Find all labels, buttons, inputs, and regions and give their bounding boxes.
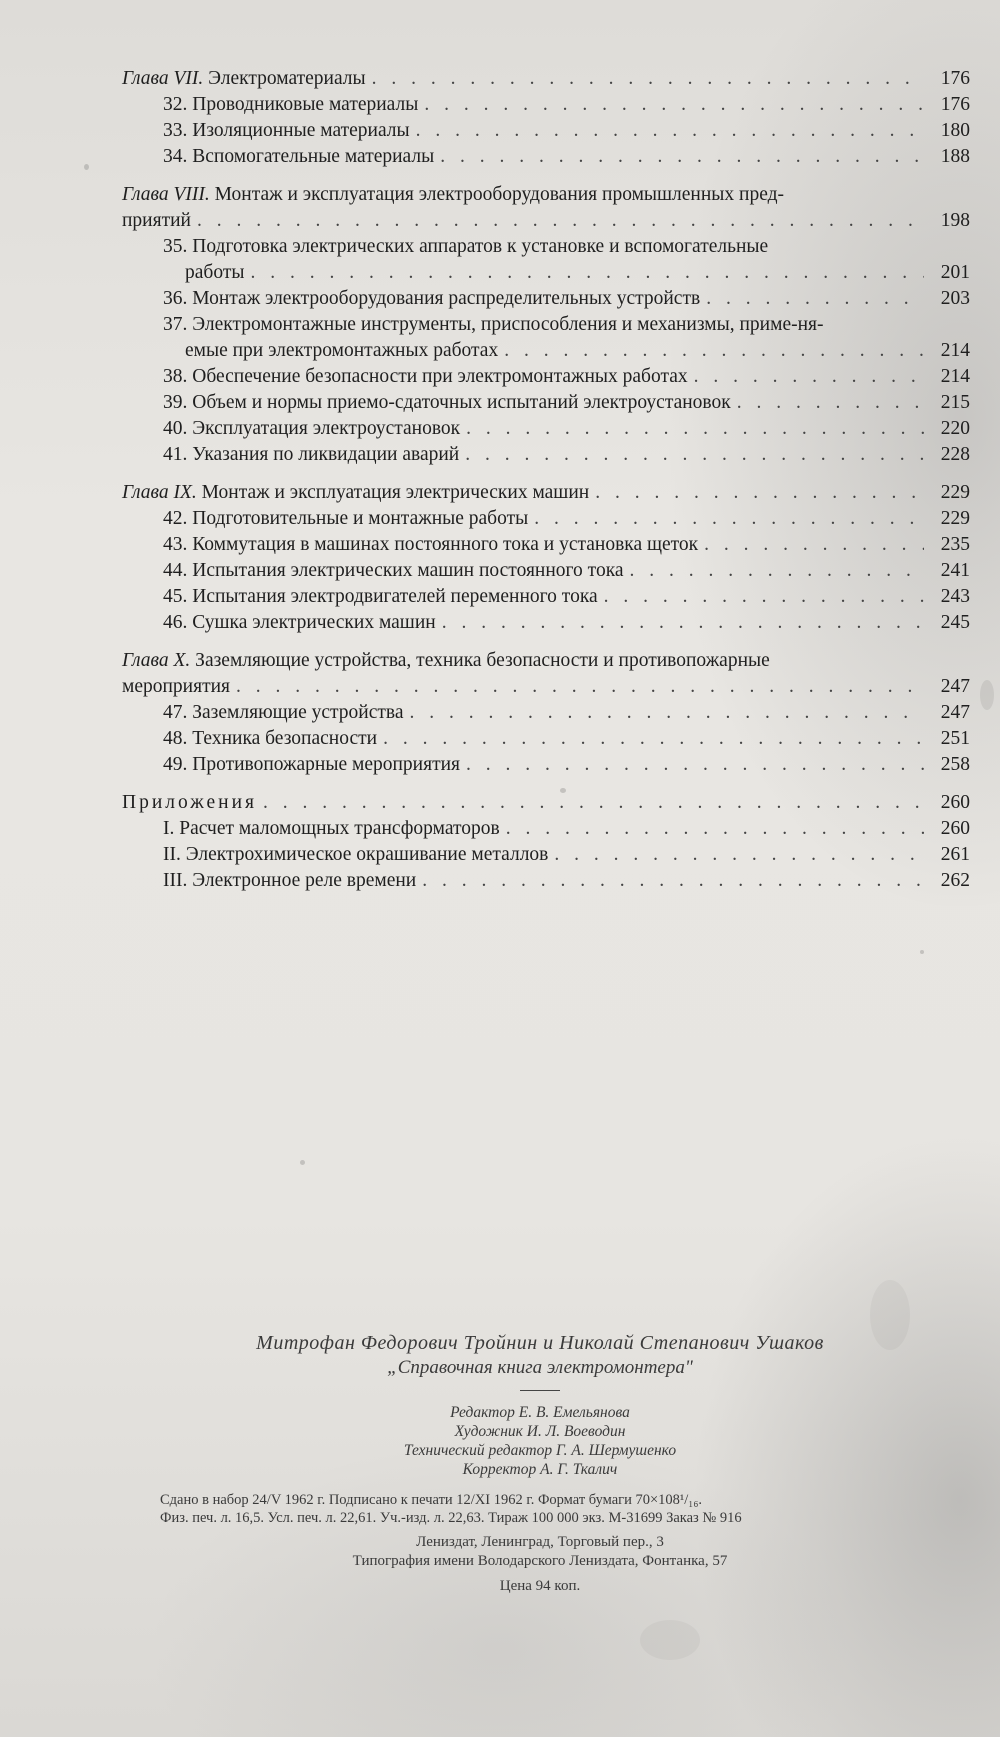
toc-title: 33. Изоляционные материалы <box>163 120 410 141</box>
toc-section[interactable] <box>118 584 970 610</box>
leader-dots <box>442 610 924 636</box>
toc-title: Электроматериалы <box>208 68 366 89</box>
colophon-authors: Митрофан Федорович Тройнин и Николай Степанович Ушаков <box>256 1332 824 1354</box>
toc-section[interactable] <box>118 144 970 170</box>
leader-dots <box>504 338 924 364</box>
toc-title: 37. Электромонтажные инструменты, приспособления и механизмы, приме-ня- <box>163 314 824 335</box>
toc-page-number: 245 <box>940 612 970 633</box>
leader-dots <box>630 558 924 584</box>
toc-page-number: 229 <box>940 508 970 529</box>
toc-title: 32. Проводниковые материалы <box>163 94 419 115</box>
toc-section[interactable] <box>118 558 970 584</box>
colophon-price: Цена 94 коп. <box>499 1578 581 1594</box>
colophon-proofreader: Корректор А. Г. Ткалич <box>462 1461 618 1478</box>
toc-title: Монтаж и эксплуатация электрооборудования промышленных пред- <box>214 184 785 205</box>
leader-dots <box>595 480 924 506</box>
toc-section[interactable] <box>118 700 970 726</box>
toc-page-number: 180 <box>940 120 970 141</box>
leader-dots <box>737 390 924 416</box>
stain-spot <box>920 950 924 954</box>
toc-title: 34. Вспомогательные материалы <box>163 146 435 167</box>
toc-title: Приложения <box>122 792 257 813</box>
toc-section[interactable] <box>118 816 970 842</box>
toc-title: III. Электронное реле времени <box>163 870 417 891</box>
print-line-1: Сдано в набор 24/V 1962 г. Подписано к печати 12/XI 1962 г. Формат бумаги 70×108¹/₁₆. <box>160 1492 703 1508</box>
toc-chapter[interactable]: Глава X. Заземляющие устройства, техника безопасности и противопожарные мероприятия . . . 247 <box>118 648 970 700</box>
toc-section[interactable] <box>118 416 970 442</box>
stain-spot <box>84 164 89 170</box>
toc-section[interactable] <box>118 726 970 752</box>
toc-title: 39. Объем и нормы приемо-сдаточных испытаний электроустановок <box>163 392 731 413</box>
toc-title-continued: приятий <box>122 210 191 231</box>
toc-title: 44. Испытания электрических машин постоянного тока <box>163 560 624 581</box>
toc-section[interactable] <box>118 506 970 532</box>
leader-dots <box>422 868 924 894</box>
toc-section[interactable] <box>118 390 970 416</box>
toc-title: 38. Обеспечение безопасности при электромонтажных работах <box>163 366 688 387</box>
toc-title: 49. Противопожарные мероприятия <box>163 754 461 775</box>
toc-title: 46. Сушка электрических машин <box>163 612 436 633</box>
leader-dots <box>372 66 924 92</box>
toc-section[interactable] <box>118 752 970 778</box>
toc-page-number: 243 <box>940 586 970 607</box>
leader-dots <box>197 208 924 234</box>
print-line-2: Физ. печ. л. 16,5. Усл. печ. л. 22,61. Уч.-изд. л. 22,63. Тираж 100 000 экз. М-31699 Заказ № 916 <box>160 1510 742 1526</box>
toc-section[interactable] <box>118 442 970 468</box>
stain-spot <box>300 1160 305 1165</box>
colophon <box>160 1330 920 1596</box>
toc-title: 47. Заземляющие устройства <box>163 702 404 723</box>
stain-spot <box>640 1620 700 1660</box>
toc-title: I. Расчет маломощных трансформаторов <box>163 818 500 839</box>
toc-section[interactable] <box>118 92 970 118</box>
toc-page-number: 198 <box>940 210 970 231</box>
divider <box>520 1390 560 1391</box>
leader-dots <box>465 442 924 468</box>
leader-dots <box>506 816 924 842</box>
toc-page-number: 235 <box>940 534 970 555</box>
toc-title: 48. Техника безопасности <box>163 728 378 749</box>
toc-section[interactable] <box>118 868 970 894</box>
toc-page-number: 260 <box>940 792 970 813</box>
toc-title-continued: мероприятия <box>122 676 231 697</box>
leader-dots <box>534 506 924 532</box>
colophon-printer: Типография имени Володарского Лениздата, Фонтанка, 57 <box>352 1553 728 1569</box>
toc-page-number: 215 <box>940 392 970 413</box>
stain-spot <box>980 680 994 710</box>
leader-dots <box>383 726 924 752</box>
toc-section[interactable] <box>118 842 970 868</box>
toc-title: Монтаж и эксплуатация электрических машин <box>201 482 590 503</box>
table-of-contents <box>118 66 970 894</box>
toc-page-number: 260 <box>940 818 970 839</box>
toc-section[interactable] <box>118 118 970 144</box>
toc-title: II. Электрохимическое окрашивание металлов <box>163 844 549 865</box>
toc-page-number: 176 <box>940 94 970 115</box>
leader-dots <box>263 790 924 816</box>
toc-title-continued: емые при электромонтажных работах <box>185 340 499 361</box>
toc-chapter[interactable]: Глава VII. Электроматериалы . . . 176 <box>118 66 970 92</box>
toc-title: 41. Указания по ликвидации аварий <box>163 444 460 465</box>
toc-page-number: 188 <box>940 146 970 167</box>
toc-page-number: 262 <box>940 870 970 891</box>
leader-dots <box>466 416 924 442</box>
toc-page-number: 247 <box>940 676 970 697</box>
toc-section[interactable] <box>118 234 970 286</box>
toc-title: 35. Подготовка электрических аппаратов к установке и вспомогательные <box>163 236 769 257</box>
toc-page-number: 251 <box>940 728 970 749</box>
leader-dots <box>410 700 924 726</box>
toc-page-number: 201 <box>940 262 970 283</box>
colophon-editor: Редактор Е. В. Емельянова <box>450 1404 630 1421</box>
leader-dots <box>706 286 924 312</box>
leader-dots <box>416 118 924 144</box>
toc-page-number: 229 <box>940 482 970 503</box>
toc-title: 43. Коммутация в машинах постоянного тока и установка щеток <box>163 534 699 555</box>
toc-page-number: 241 <box>940 560 970 581</box>
colophon-publisher: Лениздат, Ленинград, Торговый пер., 3 <box>416 1534 664 1550</box>
toc-section[interactable] <box>118 532 970 558</box>
leader-dots <box>236 674 924 700</box>
leader-dots <box>554 842 924 868</box>
leader-dots <box>440 144 924 170</box>
toc-section[interactable] <box>118 364 970 390</box>
toc-title: 40. Эксплуатация электроустановок <box>163 418 461 439</box>
toc-page-number: 261 <box>940 844 970 865</box>
toc-title: 45. Испытания электродвигателей переменного тока <box>163 586 598 607</box>
toc-page-number: 214 <box>940 366 970 387</box>
leader-dots <box>250 260 924 286</box>
colophon-artist: Художник И. Л. Воеводин <box>454 1423 626 1440</box>
leader-dots <box>466 752 924 778</box>
toc-title: 36. Монтаж электрооборудования распределительных устройств <box>163 288 701 309</box>
colophon-print-details <box>160 1491 920 1527</box>
leader-dots <box>604 584 924 610</box>
toc-chapter[interactable]: Глава VIII. Монтаж и эксплуатация электрооборудования промышленных пред- приятий . . . 198 <box>118 182 970 234</box>
leader-dots <box>424 92 924 118</box>
colophon-tech-editor: Технический редактор Г. А. Шермушенко <box>403 1442 677 1459</box>
toc-appendix[interactable] <box>118 790 970 816</box>
toc-page-number: 176 <box>940 68 970 89</box>
toc-title: 42. Подготовительные и монтажные работы <box>163 508 529 529</box>
toc-section[interactable] <box>118 312 970 364</box>
toc-section[interactable] <box>118 286 970 312</box>
toc-page-number: 203 <box>940 288 970 309</box>
toc-section[interactable] <box>118 610 970 636</box>
toc-page-number: 214 <box>940 340 970 361</box>
toc-page-number: 220 <box>940 418 970 439</box>
leader-dots <box>704 532 924 558</box>
toc-page-number: 247 <box>940 702 970 723</box>
toc-page-number: 228 <box>940 444 970 465</box>
toc-title-continued: работы <box>185 262 245 283</box>
toc-title: Заземляющие устройства, техника безопасности и противопожарные <box>195 650 770 671</box>
colophon-book-title: „Справочная книга электромонтера" <box>387 1357 693 1378</box>
leader-dots <box>694 364 924 390</box>
toc-chapter[interactable]: Глава IX. Монтаж и эксплуатация электрических машин . . . 229 <box>118 480 970 506</box>
toc-page-number: 258 <box>940 754 970 775</box>
